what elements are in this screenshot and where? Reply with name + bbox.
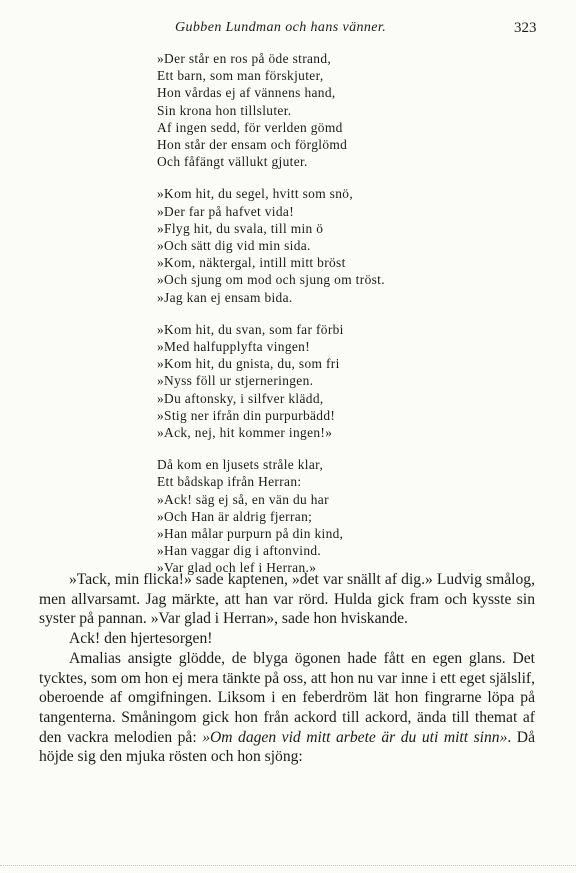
prose-body <box>39 570 535 767</box>
page-number: 323 <box>514 20 537 36</box>
poem-line: »Ack, nej, hit kommer ingen!» <box>157 425 333 441</box>
poem-line: »Jag kan ej ensam bida. <box>157 289 293 305</box>
poem-line: Sin krona hon tillsluter. <box>157 102 292 118</box>
running-header <box>0 20 576 42</box>
poem-line: Af ingen sedd, för verlden gömd <box>157 119 343 135</box>
poem-line: »Der står en ros på öde strand, <box>157 51 332 66</box>
poem-line: Då kom en ljusets stråle klar, <box>157 457 324 473</box>
poem-line: »Han målar purpurn på din kind, <box>157 526 344 542</box>
paragraph-3 <box>39 649 535 767</box>
poem-line: »Kom, näktergal, intill mitt bröst <box>157 255 346 271</box>
poem-line: »Flyg hit, du svala, till min ö <box>157 220 324 236</box>
poem-line: »Och sjung om mod och sjung om tröst. <box>157 272 385 288</box>
page-bottom-edge <box>0 865 576 867</box>
poem-line: Hon står der ensam och förglömd <box>157 137 348 153</box>
stanza-1 <box>157 50 457 170</box>
poem-line: »Och Han är aldrig fjerran; <box>157 508 313 524</box>
running-title: Gubben Lundman och hans vänner. <box>175 20 387 35</box>
poem-line: Och fåfängt vällukt gjuter. <box>157 154 308 170</box>
poem-line: »Kom hit, du gnista, du, som fri <box>157 356 340 372</box>
stanza-3 <box>157 321 457 441</box>
paragraph-2: Ack! den hjertesorgen! <box>69 630 213 648</box>
song-title: »Om dagen vid mitt arbete är du uti mitt sinn» <box>202 728 508 746</box>
poem-line: »Var glad och lef i Herran.» <box>157 560 317 576</box>
poem-line: »Med halfupplyfta vingen! <box>157 339 311 355</box>
stanza-4 <box>157 456 457 576</box>
poem-line: Ett barn, som man förskjuter, <box>157 68 324 84</box>
paragraph-1: »Tack, min flicka!» sade kaptenen, »det var snällt af dig.» Ludvig smålog, men allvarsamt. Jag märkte, att han var rörd. Hulda gick fram och kysste sin syster på pannan. »Var glad i Herran», sade hon hviskande. <box>39 571 535 628</box>
stanza-2 <box>157 185 457 305</box>
poem-line: »Och sätt dig vid min sida. <box>157 238 311 254</box>
paragraph-3-start: Amalias ansigte glödde, de blyga ögonen hade fått en egen glans. Det tycktes, som om hon ej mera tänkte på oss, att hon nu var inne i ett eget själslif, oberoende af omgifningen. Liksom i en feberdröm lät hon fingrarne löpa på tangenterna. Småningom gick hon från ackord till ackord, ända till themat af den vackra melodien på: <box>39 649 535 746</box>
poem-line: »Der far på hafvet vida! <box>157 203 295 219</box>
poem-line: »Du aftonsky, i silfver klädd, <box>157 390 324 406</box>
poem-line: »Ack! säg ej så, en vän du har <box>157 491 329 507</box>
poem-line: »Han vaggar dig i aftonvind. <box>157 543 322 559</box>
paragraph-3-end: . Då höjde sig den mjuka rösten och hon sjöng: <box>39 728 535 766</box>
poem-line: »Kom hit, du svan, som far förbi <box>157 321 344 337</box>
poem-line: »Nyss föll ur stjerneringen. <box>157 373 314 389</box>
poem-line: Ett bådskap ifrån Herran: <box>157 474 302 490</box>
poem <box>157 50 457 592</box>
poem-line: »Kom hit, du segel, hvitt som snö, <box>157 186 354 202</box>
poem-line: Hon vårdas ej af vännens hand, <box>157 85 336 101</box>
poem-line: »Stig ner ifrån din purpurbädd! <box>157 407 336 423</box>
